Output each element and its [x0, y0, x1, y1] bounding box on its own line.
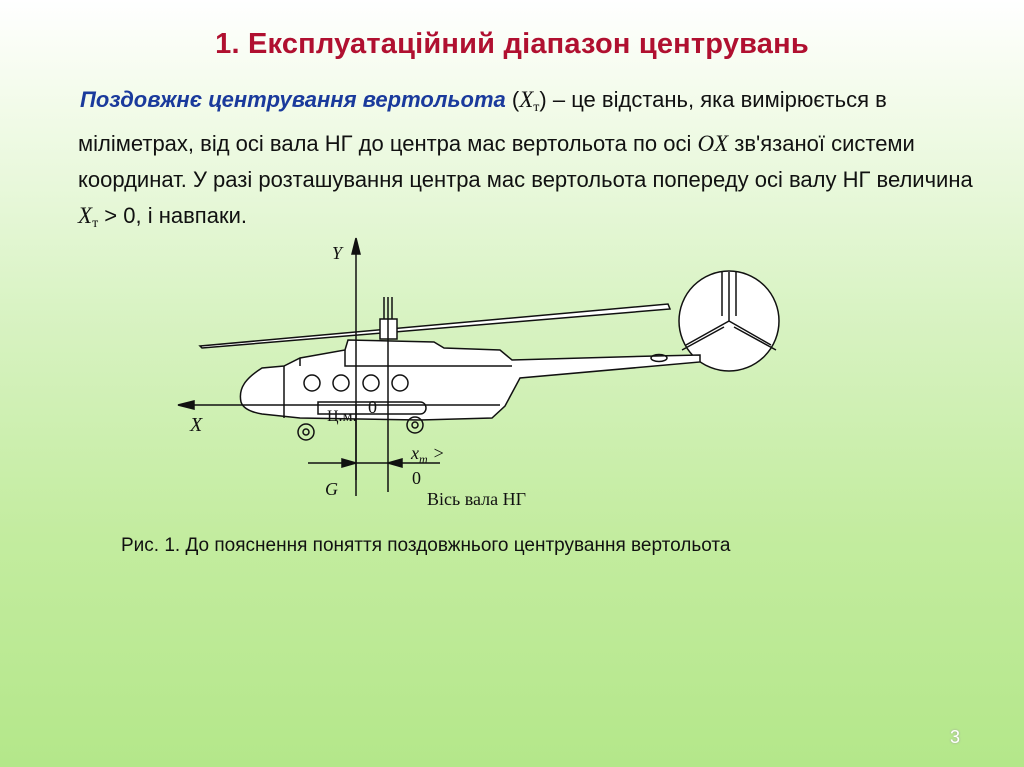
slide-title: 1. Експлуатаційний діапазон центрувань — [215, 28, 809, 60]
label-center-of-mass: Ц.м. — [327, 408, 357, 425]
label-xt: $x_т$ > — [411, 443, 444, 466]
text-definition-3: > 0, і навпаки. — [98, 203, 247, 228]
label-origin-bottom: 0 — [412, 468, 421, 488]
symbol-x: X — [519, 87, 534, 112]
label-y: Y — [332, 243, 343, 263]
y-axis-arrow — [352, 238, 360, 254]
figure-caption: Рис. 1. До пояснення поняття поздовжнього центрування вертольота — [121, 535, 731, 556]
symbol-x-subscript-2: т — [92, 216, 99, 231]
x-axis-arrow — [178, 401, 194, 409]
symbol-ox: OX — [697, 131, 729, 156]
text-open-paren: ( — [505, 87, 520, 112]
main-wheel-hub — [412, 422, 418, 428]
label-g: G — [325, 479, 338, 499]
term-lead: Поздовжнє центрування вертольота — [80, 87, 506, 112]
main-rotor-blade — [200, 304, 670, 348]
symbol-x-2: X — [78, 203, 93, 228]
xt-arrow-left — [342, 459, 356, 467]
label-origin-top: 0 — [368, 397, 377, 417]
label-rotor-axis: Вісь вала НГ — [427, 489, 526, 509]
text-definition-1: ) – це відстань, яка вимірюється в міліметрах, від осі вала НГ до центра мас вертольота по осі — [78, 87, 887, 156]
label-x: X — [190, 414, 203, 436]
nose-wheel-hub — [303, 429, 309, 435]
text-definition-2: зв'язаної системи координат. У разі розташування центра мас вертольота попереду осі валу НГ величина — [78, 131, 973, 192]
page-number: 3 — [950, 727, 961, 747]
xt-arrow-right — [388, 459, 402, 467]
nose-wheel — [298, 424, 314, 440]
symbol-x-subscript: т — [533, 100, 540, 115]
fuselage — [240, 340, 700, 420]
